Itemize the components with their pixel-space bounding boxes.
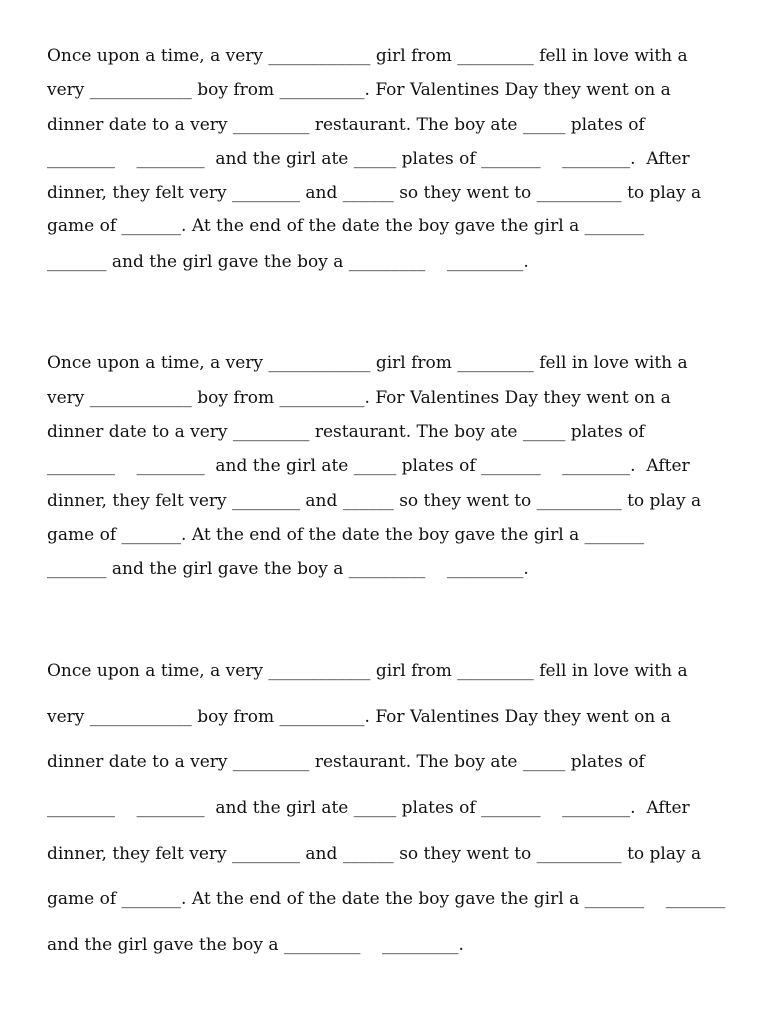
story-2-line-3: dinner date to a very _________ restaurant. The boy ate _____ plates of: [47, 422, 645, 442]
story-2-line-4: ________ ________ and the girl ate _____ plates of _______ ________. After: [47, 456, 690, 476]
story-3-line-5: dinner, they felt very ________ and ______ so they went to __________ to play a: [47, 844, 702, 864]
story-3-line-6: game of _______. At the end of the date the boy gave the girl a _______ _______: [47, 889, 726, 909]
story-2-line-2: very ____________ boy from __________. For Valentines Day they went on a: [47, 388, 671, 408]
story-1-line-3: dinner date to a very _________ restaurant. The boy ate _____ plates of: [47, 115, 645, 135]
story-1-line-2: very ____________ boy from __________. For Valentines Day they went on a: [47, 80, 671, 100]
story-1-line-1: Once upon a time, a very ____________ girl from _________ fell in love with a: [47, 46, 688, 66]
story-3-line-7: and the girl gave the boy a _________ _________.: [47, 935, 464, 955]
story-2-line-1: Once upon a time, a very ____________ girl from _________ fell in love with a: [47, 353, 688, 373]
story-3-line-3: dinner date to a very _________ restaurant. The boy ate _____ plates of: [47, 752, 645, 772]
story-1-line-5: dinner, they felt very ________ and ______ so they went to __________ to play a: [47, 183, 702, 203]
story-2-line-5: dinner, they felt very ________ and ______ so they went to __________ to play a: [47, 491, 702, 511]
story-3-line-2: very ____________ boy from __________. For Valentines Day they went on a: [47, 707, 671, 727]
story-1-line-4: ________ ________ and the girl ate _____ plates of _______ ________. After: [47, 149, 690, 169]
story-1-line-7: _______ and the girl gave the boy a _________ _________.: [47, 252, 529, 272]
story-3-line-1: Once upon a time, a very ____________ girl from _________ fell in love with a: [47, 661, 688, 681]
story-3-line-4: ________ ________ and the girl ate _____ plates of _______ ________. After: [47, 798, 690, 818]
story-1-line-6: game of _______. At the end of the date the boy gave the girl a _______: [47, 216, 645, 236]
story-2-line-7: _______ and the girl gave the boy a _________ _________.: [47, 559, 529, 579]
story-2-line-6: game of _______. At the end of the date the boy gave the girl a _______: [47, 525, 645, 545]
